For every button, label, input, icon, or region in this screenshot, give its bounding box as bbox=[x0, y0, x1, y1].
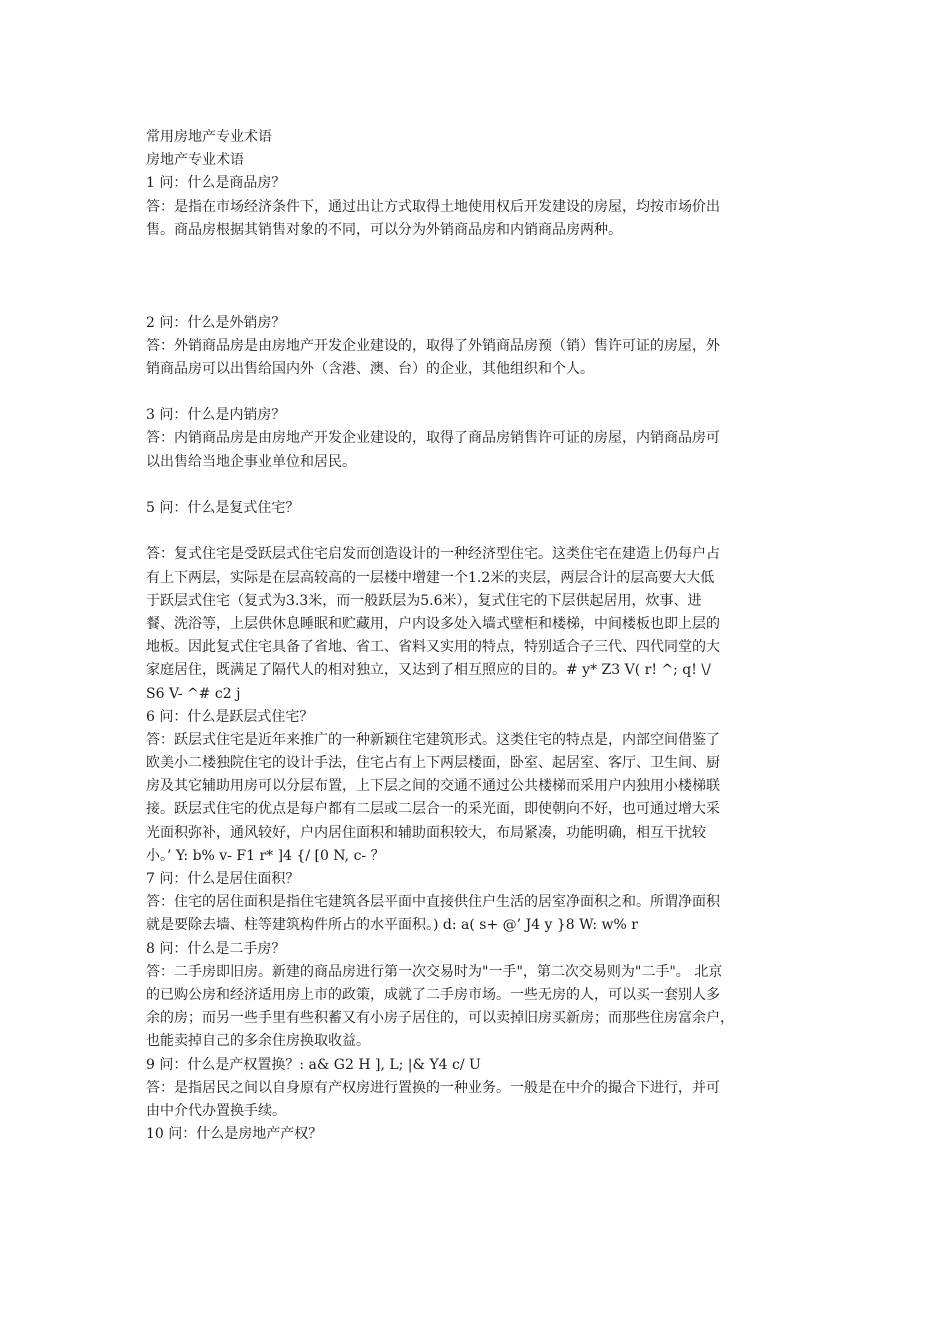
question-line: 3 问：什么是内销房？ bbox=[146, 407, 286, 424]
document-lines bbox=[146, 172, 810, 1146]
text-line: 有上下两层，实际是在层高较高的一层楼中增建一个1.2米的夹层，两层合计的层高要大大低 bbox=[146, 569, 715, 586]
text-line: 答：跃层式住宅是近年来推广的一种新颖住宅建筑形式。这类住宅的特点是，内部空间借鉴了 bbox=[146, 731, 720, 748]
question-line: 5 问：什么是复式住宅？ bbox=[146, 500, 300, 516]
question-line: 10 问：什么是房地产产权？ bbox=[146, 1126, 323, 1143]
blank-line bbox=[146, 265, 810, 288]
text-line: 接。跃层式住宅的优点是每户都有二层或二层合一的采光面，即使朝向不好，也可通过增大采 bbox=[146, 801, 720, 818]
text-line: 销商品房可以出售给国内外（含港、澳、台）的企业，其他组织和个人。 bbox=[146, 360, 594, 377]
text-line: 欧美小二楼独院住宅的设计手法，住宅占有上下两层楼面，卧室、起居室、客厅、卫生间、厨 bbox=[146, 755, 720, 772]
question-line: 7 问：什么是居住面积？ bbox=[146, 871, 300, 887]
document-title: 常用房地产专业术语 bbox=[146, 129, 272, 145]
text-line: 答：是指居民之间以自身原有产权房进行置换的一种业务。一般是在中介的撮合下进行，并可 bbox=[146, 1079, 720, 1096]
text-line: 房及其它辅助用房可以分层布置，上下层之间的交通不通过公共楼梯而采用户内独用小楼梯联 bbox=[146, 778, 720, 795]
text-line: 餐、洗浴等，上层供休息睡眠和贮藏用，户内设多处入墙式壁柜和楼梯，中间楼板也即上层的 bbox=[146, 615, 720, 632]
blank-line bbox=[146, 520, 810, 543]
blank-line bbox=[146, 288, 810, 311]
text-line: 光面积弥补，通风较好，户内居住面积和辅助面积较大，布局紧凑，功能明确，相互干扰较 bbox=[146, 824, 706, 841]
blank-line bbox=[146, 381, 810, 404]
text-line: 家庭居住，既满足了隔代人的相对独立，又达到了相互照应的目的。# y* Z3 V( r! ^; q! \/ bbox=[146, 662, 711, 679]
text-line: 答：复式住宅是受跃层式住宅启发而创造设计的一种经济型住宅。这类住宅在建造上仍每户占 bbox=[146, 546, 720, 563]
question-line: 8 问：什么是二手房？ bbox=[146, 940, 286, 957]
question-line: 6 问：什么是跃层式住宅？ bbox=[146, 708, 314, 725]
text-line: 答：是指在市场经济条件下，通过出让方式取得土地使用权后开发建设的房屋，均按市场价出 bbox=[146, 198, 720, 215]
text-line: 余的房；而另一些手里有些积蓄又有小房子居住的，可以卖掉旧房买新房；而那些住房富余户， bbox=[146, 1010, 734, 1027]
text-line: 地板。因此复式住宅具备了省地、省工、省料又实用的特点，特别适合子三代、四代同堂的大 bbox=[146, 639, 720, 656]
text-line: S6 V- ^# c2 j bbox=[146, 685, 241, 702]
document-subtitle: 房地产专业术语 bbox=[146, 152, 244, 169]
text-line: 于跃层式住宅（复式为3.3米，而一般跃层为5.6米），复式住宅的下层供起居用，炊事、进 bbox=[146, 592, 702, 609]
question-line: 1 问：什么是商品房？ bbox=[146, 175, 286, 192]
blank-line bbox=[146, 474, 810, 497]
text-line: 以出售给当地企事业单位和居民。 bbox=[146, 453, 356, 470]
text-line: 答：二手房即旧房。新建的商品房进行第一次交易时为"一手"，第二次交易则为"二手"。 北京 bbox=[146, 963, 723, 980]
text-line: 售。商品房根据其销售对象的不同，可以分为外销商品房和内销商品房两种。 bbox=[146, 221, 622, 238]
document-body bbox=[146, 126, 810, 1146]
text-line: 就是要除去墙、柱等建筑构件所占的水平面积。) d: a( s+ @’ J4 y }8 W: w% r bbox=[146, 917, 638, 934]
question-line: 2 问：什么是外销房？ bbox=[146, 314, 286, 331]
text-line: 也能卖掉自己的多余住房换取收益。 bbox=[146, 1033, 370, 1050]
text-line: 答：住宅的居住面积是指住宅建筑各层平面中直接供住户生活的居室净面积之和。所谓净面积 bbox=[146, 894, 720, 911]
blank-line bbox=[146, 242, 810, 265]
text-line: 的已购公房和经济适用房上市的政策，成就了二手房市场。一些无房的人，可以买一套别人多 bbox=[146, 986, 720, 1003]
question-line: 9 问：什么是产权置换？: a& G2 H ], L; |& Y4 c/ U bbox=[146, 1056, 481, 1073]
text-line: 小。’ Y: b% v- F1 r* ]4 {/ [0 N, c- ？ bbox=[146, 847, 385, 864]
text-line: 由中介代办置换手续。 bbox=[146, 1102, 286, 1119]
text-line: 答：外销商品房是由房地产开发企业建设的，取得了外销商品房预（销）售许可证的房屋，外 bbox=[146, 337, 720, 354]
text-line: 答：内销商品房是由房地产开发企业建设的，取得了商品房销售许可证的房屋，内销商品房可 bbox=[146, 430, 720, 447]
